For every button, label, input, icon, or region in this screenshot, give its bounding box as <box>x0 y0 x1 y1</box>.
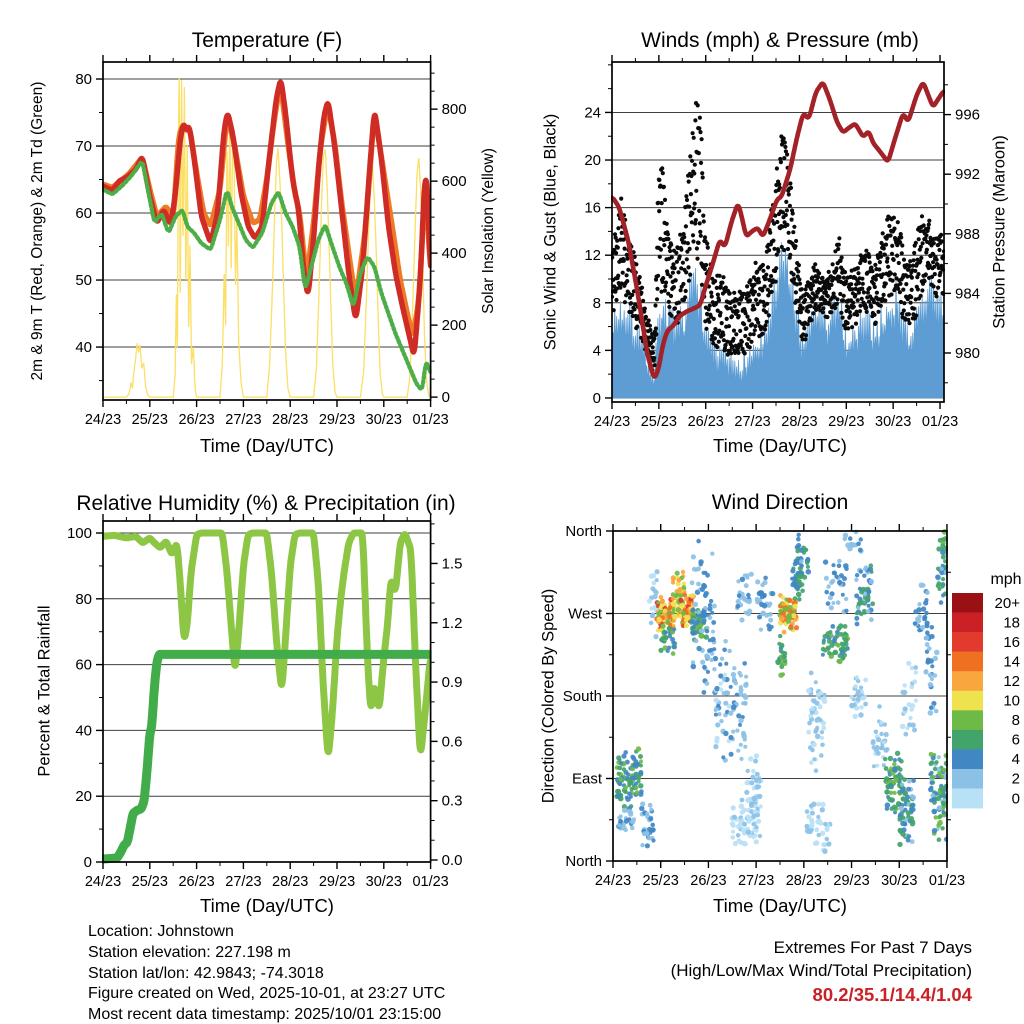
y-tick-label: 400 <box>441 245 467 263</box>
svg-text:26/23: 26/23 <box>690 873 727 889</box>
y-tick-label: 100 <box>66 525 92 543</box>
most-recent-timestamp: Most recent data timestamp: 2025/10/01 23:15:00 <box>88 1006 442 1024</box>
y-tick-label: 1.2 <box>441 614 463 632</box>
svg-text:28/23: 28/23 <box>785 873 822 889</box>
y-tick-label: 16 <box>584 199 601 217</box>
y-tick-label: 70 <box>75 138 92 156</box>
svg-text:01/23: 01/23 <box>928 873 966 889</box>
rh-precip-title: Relative Humidity (%) & Precipitation (in) <box>76 492 456 515</box>
colorbar-tick-label: 6 <box>1011 731 1020 749</box>
x-tick-label: 26/23 <box>687 414 724 430</box>
y-tick-label: 600 <box>441 173 467 191</box>
colorbar-tick-label: 8 <box>1011 712 1020 730</box>
x-tick-label: 27/23 <box>734 414 771 430</box>
panel-rh-precip <box>67 514 462 890</box>
station-latlon: Station lat/lon: 42.9843; -74.3018 <box>88 964 324 982</box>
station-info <box>88 922 445 1024</box>
y-tick-label: 984 <box>955 285 981 303</box>
x-tick-label: 29/23 <box>828 414 865 430</box>
x-tick-label: 24/23 <box>593 414 631 430</box>
y-tick-label: 0 <box>83 854 92 871</box>
colorbar-tick-label: 14 <box>1003 653 1020 671</box>
x-tick-label: 24/23 <box>84 412 122 428</box>
colorbar-tick-label: 10 <box>1003 692 1020 710</box>
y-tick-label: 8 <box>592 294 601 312</box>
x-tick-label: 26/23 <box>178 412 215 428</box>
colorbar-tick-label: 0 <box>1011 790 1020 808</box>
y-tick-label: 60 <box>75 205 92 223</box>
colorbar-tick-label: 18 <box>1003 614 1020 632</box>
y-tick-label: 60 <box>75 656 92 674</box>
svg-text:North: North <box>565 853 602 870</box>
colorbar-tick-label: 4 <box>1011 751 1020 769</box>
x-tick-label: 25/23 <box>131 412 168 428</box>
colorbar-tick-label: 2 <box>1011 770 1020 788</box>
x-tick-label: 29/23 <box>318 412 356 428</box>
y-tick-label: 0.9 <box>441 674 463 692</box>
x-tick-label: 30/23 <box>365 874 402 890</box>
x-tick-label: 28/23 <box>272 874 309 890</box>
colorbar-tick-label: 12 <box>1003 673 1020 690</box>
y-tick-label: 992 <box>955 166 981 184</box>
y-tick-label: 0 <box>441 389 450 407</box>
wind-direction-xlabel: Time (Day/UTC) <box>713 895 847 916</box>
temperature-xlabel: Time (Day/UTC) <box>200 435 334 456</box>
y-tick-label: 40 <box>75 722 92 740</box>
colorbar-title: mph <box>990 571 1022 588</box>
winds-pressure-xlabel: Time (Day/UTC) <box>713 435 847 456</box>
extremes-subtitle: (High/Low/Max Wind/Total Precipitation) <box>670 961 972 980</box>
y-tick-label: 1.5 <box>441 555 463 573</box>
winds-ylabel-left: Sonic Wind & Gust (Blue, Black) <box>541 113 560 351</box>
y-tick-label: 0.6 <box>441 733 463 751</box>
panel-wind-direction <box>563 523 965 889</box>
rh-precip-xlabel: Time (Day/UTC) <box>200 895 334 916</box>
station-elevation: Station elevation: 227.198 m <box>88 943 291 961</box>
svg-text:West: West <box>568 605 602 623</box>
x-tick-label: 01/23 <box>921 414 959 430</box>
svg-text:East: East <box>571 770 602 788</box>
y-tick-label: 50 <box>75 272 92 290</box>
y-tick-label: 20 <box>584 152 601 170</box>
series-sonic-wind <box>612 242 944 398</box>
y-tick-label: 4 <box>592 342 601 360</box>
temperature-ylabel-right: Solar Insolation (Yellow) <box>480 148 497 314</box>
extremes-block <box>671 936 972 1008</box>
x-tick-label: 25/23 <box>131 874 168 890</box>
svg-text:30/23: 30/23 <box>881 873 918 889</box>
x-tick-label: 30/23 <box>875 414 912 430</box>
y-tick-label: 996 <box>955 106 981 124</box>
x-tick-label: 25/23 <box>640 414 678 430</box>
svg-text:North: North <box>565 523 602 540</box>
svg-text:South: South <box>562 688 602 705</box>
x-tick-label: 29/23 <box>318 874 356 890</box>
y-tick-label: 0.0 <box>441 852 463 870</box>
x-tick-label: 27/23 <box>225 412 262 428</box>
station-location: Location: Johnstown <box>88 923 234 940</box>
speed-colorbar <box>952 593 1020 808</box>
pressure-ylabel-right: Station Pressure (Maroon) <box>990 135 1009 329</box>
x-tick-label: 27/23 <box>225 874 262 890</box>
y-tick-label: 80 <box>75 71 92 89</box>
y-tick-label: 0.3 <box>441 792 463 810</box>
y-tick-label: 980 <box>955 344 981 362</box>
y-tick-label: 24 <box>584 104 601 122</box>
x-tick-label: 30/23 <box>365 412 402 428</box>
y-tick-label: 20 <box>75 788 92 806</box>
x-tick-label: 01/23 <box>412 412 449 428</box>
temperature-title: Temperature (F) <box>191 29 343 52</box>
x-tick-label: 26/23 <box>178 874 215 890</box>
y-tick-label: 12 <box>584 247 601 265</box>
y-tick-label: 0 <box>592 389 601 407</box>
colorbar-tick-label: 16 <box>1003 633 1020 651</box>
y-tick-label: 40 <box>75 339 92 357</box>
x-tick-label: 24/23 <box>84 874 122 890</box>
series-solar-insolation <box>103 79 431 397</box>
x-tick-label: 01/23 <box>412 874 449 890</box>
extremes-values: 80.2/35.1/14.4/1.04 <box>812 984 972 1005</box>
direction-scatter <box>614 529 949 854</box>
svg-text:25/23: 25/23 <box>642 873 679 889</box>
y-tick-label: 988 <box>955 225 981 243</box>
wind-direction-ylabel-left: Direction (Colored By Speed) <box>539 588 558 804</box>
svg-text:27/23: 27/23 <box>737 873 775 889</box>
temperature-ylabel-left: 2m & 9m T (Red, Orange) & 2m Td (Green) <box>29 81 46 381</box>
y-tick-label: 200 <box>441 317 467 335</box>
svg-text:29/23: 29/23 <box>833 873 870 889</box>
y-tick-label: 80 <box>75 590 92 608</box>
svg-text:24/23: 24/23 <box>594 873 632 889</box>
x-tick-label: 28/23 <box>781 414 818 430</box>
figure-created: Figure created on Wed, 2025-10-01, at 23:27 UTC <box>88 985 446 1003</box>
panel-winds-pressure <box>584 55 980 430</box>
wind-direction-title: Wind Direction <box>711 491 849 514</box>
winds-pressure-title: Winds (mph) & Pressure (mb) <box>641 29 919 52</box>
x-tick-label: 28/23 <box>272 412 309 428</box>
extremes-heading: Extremes For Past 7 Days <box>773 938 972 957</box>
colorbar-tick-label: 20+ <box>994 594 1020 612</box>
panel-temperature <box>75 55 466 428</box>
rh-precip-ylabel-left: Percent & Total Rainfall <box>35 605 54 777</box>
y-tick-label: 800 <box>441 101 467 119</box>
